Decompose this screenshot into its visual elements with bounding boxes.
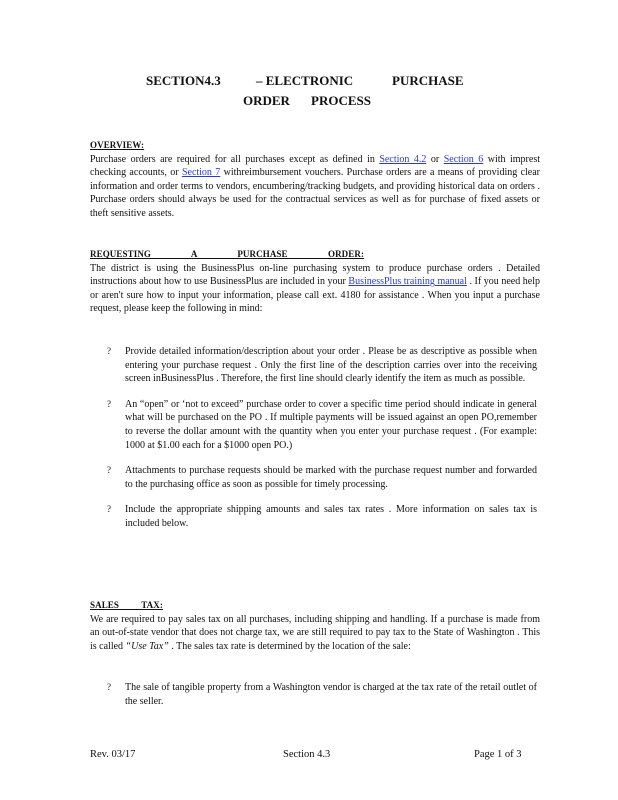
bullet-symbol: ? [107,465,111,476]
sales-tax-heading: SALES TAX: [90,600,163,610]
list-item [107,345,537,386]
title-purchase: PURCHASE [392,73,464,88]
requesting-text-2: . If you need help or aren't sure how to input your information, please call ext. 4180 for assistance . When you input a purchase request, please keep the following in mind: [90,276,540,315]
bullet-symbol: ? [107,346,111,356]
sales-tax-text-2: . The sales tax rate is determined by the location of the sale: [168,640,411,652]
requesting-text-1: The district is using the BusinessPlus on-line purchasing system to produce purchase orders . Detailed instructions about how to use BusinessPlus are included in your [90,262,540,288]
bullet-symbol: ? [107,682,111,692]
sales-tax-text-1: We are required to pay sales tax on all purchases, including shipping and handling. If a purchase is made from an out-of-state vendor that does not charge tax, we are still required to pay tax to the State of Washington . This is called [90,613,540,652]
bullet-text: An “open” or ‘not to exceed” purchase order to cover a specific time period should indicate in general what will be purchased on the PO . If multiple payments will be issued against an open PO,remember to reverse the dollar amount with the quantity when you enter your purchase request . (For example: 1000 at $1.00 each for a $1000 open PO.) [125,398,537,451]
footer-revision: Rev. 03/17 [90,749,136,760]
overview-text-4: withreimbursement vouchers. Purchase orders are a means of providing clear information and order terms to vendors, encumbering/tracking budgets, and providing historical data on orders . Purchase orders should always be used for the contractual services as well as for purchase of fixed assets or theft sensitive assets. [90,167,540,219]
overview-heading: OVERVIEW: [90,140,145,150]
overview-text-3: with imprest checking accounts, or [90,153,540,179]
overview-text-1: Purchase orders are required for all purchases except as defined in [90,153,380,165]
title-order: ORDER [243,93,290,108]
list-item [107,681,537,708]
overview-paragraph [90,153,540,221]
bullet-symbol: ? [107,504,111,515]
link-businessplus-training-manual[interactable]: BusinessPlus training manual [348,276,467,288]
use-tax-term: “Use Tax” [125,640,169,652]
bullet-text: Attachments to purchase requests should be marked with the purchase request number and forwarded to the purchasing office as soon as possible for timely processing. [125,465,537,490]
title-process: PROCESS [311,93,371,108]
requesting-section [90,248,540,316]
requesting-bullet-list [107,345,537,531]
sales-tax-paragraph [90,613,540,654]
overview-section [90,139,540,221]
list-item [107,503,537,530]
title-section-number: SECTION4.3 [146,73,221,88]
link-section-4-2[interactable]: Section 4.2 [379,153,427,165]
list-item [107,398,537,452]
link-section-6[interactable]: Section 6 [443,153,484,165]
sales-tax-bullet-list [107,681,537,708]
footer-section: Section 4.3 [283,749,331,760]
bullet-text: The sale of tangible property from a Washington vendor is charged at the tax rate of the retail outlet of the seller. [125,682,537,707]
overview-text-2: or [426,153,444,165]
bullet-text: Provide detailed information/description about your order . Please be as descriptive as possible when entering your purchase request . Only the first line of the description carries over into the receiving screen inBusinessPlus . Therefore, the first line should clearly identify the item as much as possible. [125,346,537,385]
requesting-paragraph [90,262,540,316]
list-item [107,464,537,491]
link-section-7[interactable]: Section 7 [181,167,221,179]
sales-tax-section [90,599,540,653]
footer-page-number: Page 1 of 3 [474,749,522,760]
bullet-symbol: ? [107,398,111,409]
title-electronic: – ELECTRONIC [256,73,354,88]
requesting-heading: REQUESTING A PURCHASE ORDER: [90,249,365,259]
bullet-text: Include the appropriate shipping amounts and sales tax rates . More information on sales tax is included below. [125,504,537,529]
